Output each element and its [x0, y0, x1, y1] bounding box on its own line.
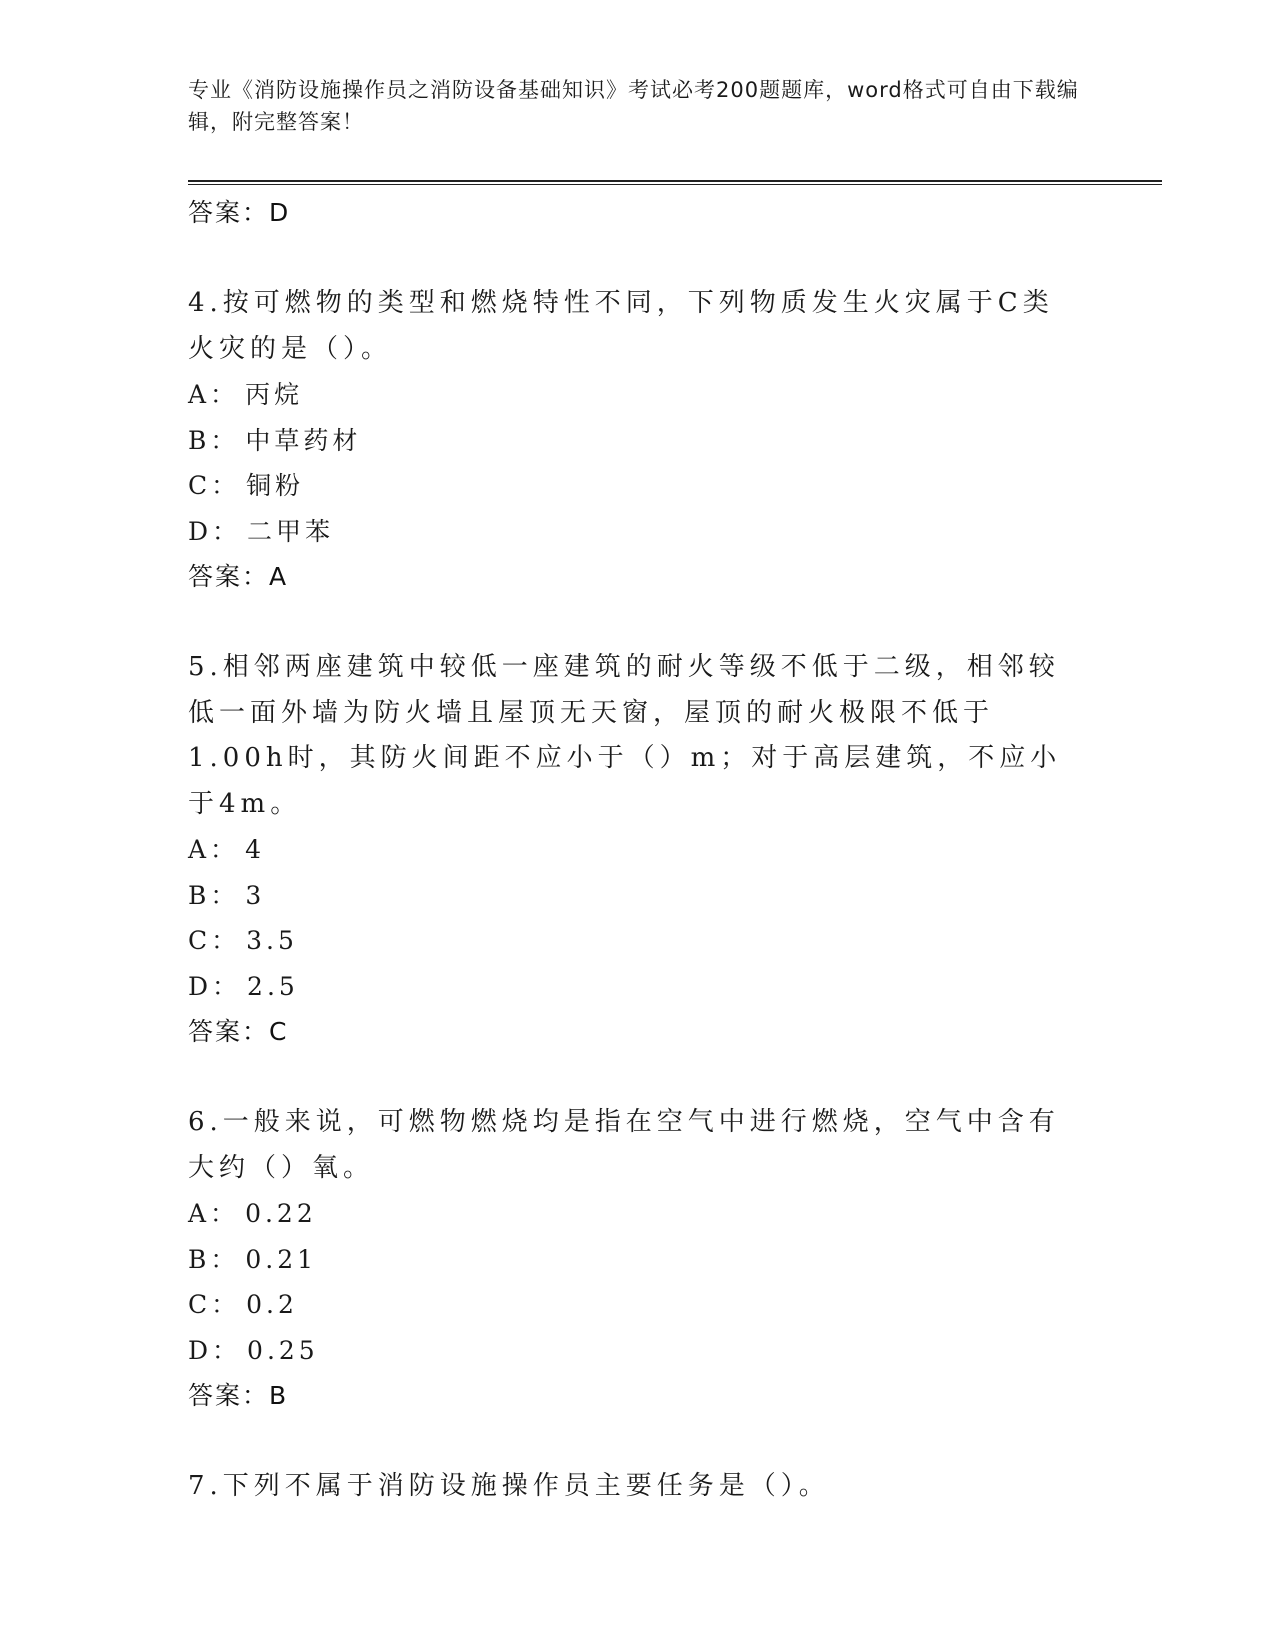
- question-stem: 4.按可燃物的类型和燃烧特性不同，下列物质发生火灾属于C类火灾的是（）。: [188, 288, 1054, 364]
- question-4: [188, 281, 1068, 600]
- question-7: [188, 1464, 1068, 1510]
- option-text: 3.5: [246, 926, 298, 955]
- option-text: 0.21: [245, 1244, 318, 1274]
- option-text: 中草药材: [245, 425, 362, 455]
- option-key: B：: [188, 425, 240, 455]
- option-key: C：: [188, 1290, 241, 1319]
- option-text: 0.22: [245, 1199, 317, 1228]
- question-6: [188, 1100, 1068, 1419]
- option-key: C：: [188, 926, 241, 955]
- answer: 答案：B: [188, 1381, 289, 1410]
- option-key: A：: [188, 1199, 240, 1228]
- option-text: 铜粉: [246, 471, 305, 500]
- answer: 答案：A: [188, 562, 289, 591]
- option-b: [188, 418, 1068, 464]
- option-c: [188, 918, 1068, 964]
- option-b: [188, 1237, 1068, 1283]
- option-key: B：: [188, 1244, 240, 1274]
- option-c: [188, 463, 1068, 509]
- option-key: D：: [188, 971, 242, 1001]
- option-text: 丙烷: [245, 380, 304, 409]
- question-stem: 6.一般来说，可燃物燃烧均是指在空气中进行燃烧，空气中含有大约（）氧。: [188, 1107, 1060, 1183]
- answer: 答案：C: [188, 1017, 289, 1046]
- option-key: D：: [188, 1335, 242, 1365]
- option-d: [188, 964, 1068, 1010]
- option-text: 0.2: [246, 1290, 298, 1319]
- answer-previous: 答案：D: [188, 198, 291, 227]
- document-header: 专业《消防设施操作员之消防设备基础知识》考试必考200题题库，word格式可自由下载编辑，附完整答案！: [188, 78, 1079, 134]
- question-5: [188, 645, 1068, 1055]
- option-key: B：: [188, 880, 240, 910]
- option-text: 2.5: [247, 971, 299, 1001]
- option-key: C：: [188, 471, 241, 500]
- option-a: [188, 372, 1068, 418]
- option-d: [188, 1328, 1068, 1374]
- document-body: [188, 190, 1068, 1510]
- option-text: 二甲苯: [247, 516, 335, 546]
- option-text: 0.25: [247, 1335, 319, 1365]
- option-a: [188, 827, 1068, 873]
- question-stem: 5.相邻两座建筑中较低一座建筑的耐火等级不低于二级，相邻较低一面外墙为防火墙且屋顶无天窗，屋顶的耐火极限不低于1.00h时，其防火间距不应小于（）m；对于高层建筑，不应小于4m。: [188, 652, 1062, 819]
- option-d: [188, 509, 1068, 555]
- option-key: D：: [188, 516, 242, 546]
- option-key: A：: [188, 380, 240, 409]
- option-text: 4: [245, 835, 265, 864]
- option-c: [188, 1282, 1068, 1328]
- header-divider-thin: [188, 184, 1162, 185]
- question-stem: 7.下列不属于消防设施操作员主要任务是（）。: [188, 1471, 830, 1501]
- option-b: [188, 873, 1068, 919]
- option-key: A：: [188, 835, 240, 864]
- option-a: [188, 1191, 1068, 1237]
- option-text: 3: [245, 880, 266, 910]
- header-divider-thick: [188, 180, 1162, 182]
